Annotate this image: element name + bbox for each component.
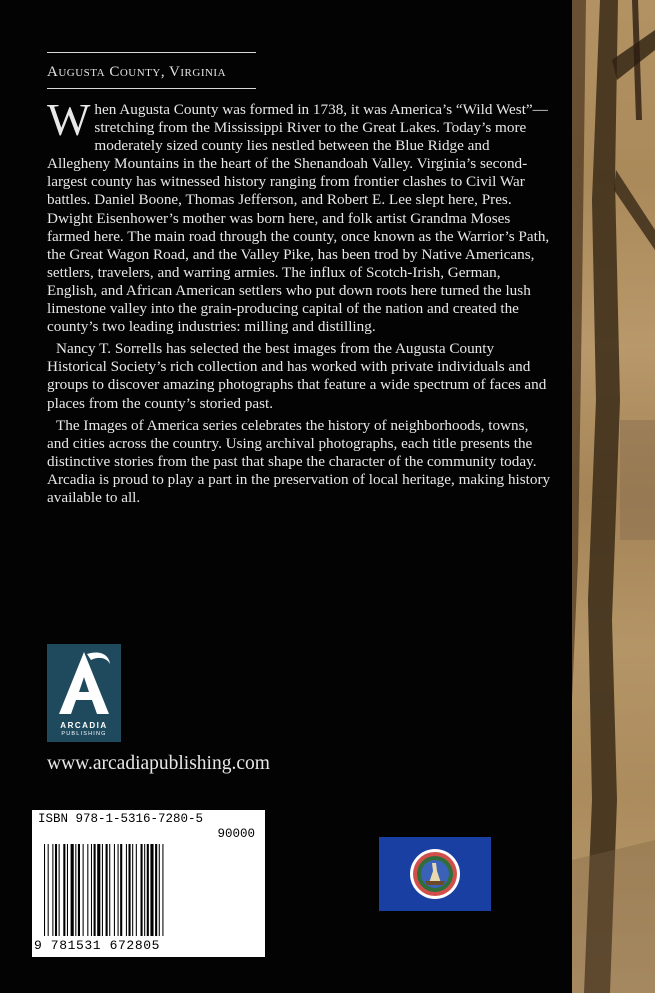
title-rule-top [47, 52, 256, 53]
logo-publisher-sub: PUBLISHING [61, 731, 107, 737]
isbn-label: ISBN 978-1-5316-7280-5 [38, 812, 204, 826]
logo-publisher-name: ARCADIA [60, 721, 108, 730]
cover-title: Augusta County, Virginia [47, 64, 227, 80]
publisher-website: www.arcadiapublishing.com [47, 753, 270, 774]
cover-photo-strip [572, 0, 655, 993]
isbn-barcode [32, 810, 265, 957]
barcode-digits: 9 781531 672805 [34, 938, 161, 953]
description-paragraph-1 [47, 94, 552, 336]
virginia-seal-icon [379, 837, 491, 911]
price-code: 90000 [217, 827, 255, 841]
paragraph-1-text: hen Augusta County was formed in 1738, it was America’s “Wild West”—stretching from the Mississippi River to the Great Lakes. Today’s more moderately sized county lies nestled between the Blue Ridge and Allegheny Mountains in the heart of the Shenandoah Valley. Virginia’s second-largest county has witnessed history ranging from frontier clashes to Civil War battles. Daniel Boone, Thomas Jefferson, and Robert E. Lee slept here, Pres. Dwight Eisenhower’s mother was born here, and folk artist Grandma Moses farmed here. The main road through the county, once known as the Warrior’s Path, the Great Wagon Road, and the Valley Pike, has been trod by Native Americans, settlers, travelers, and warring armies. The influx of Scotch-Irish, German, English, and African American settlers who put down roots here turned the lush limestone valley into the grain-producing capital of the nation and created the county’s two leading industries: milling and distilling. [47, 101, 550, 336]
description-paragraph-3: The Images of America series celebrates the history of neighborhoods, towns, and cities across the country. Using archival photographs, each title presents the distinctive stories from the past that shape the character of the community today. Arcadia is proud to play a part in the preservation of local heritage, making history available to all. [47, 416, 551, 506]
arcadia-publishing-logo [47, 644, 121, 742]
dropcap-letter: W [47, 94, 91, 145]
back-cover-description [47, 94, 552, 511]
virginia-flag [379, 837, 491, 911]
title-rule-bottom [47, 88, 256, 89]
barcode-bars [32, 810, 265, 957]
description-paragraph-2: Nancy T. Sorrells has selected the best images from the Augusta County Historical Society’s rich collection and has worked with private individuals and groups to discover amazing photographs that feature a wide spectrum of faces and places from the county’s storied past. [47, 340, 547, 412]
